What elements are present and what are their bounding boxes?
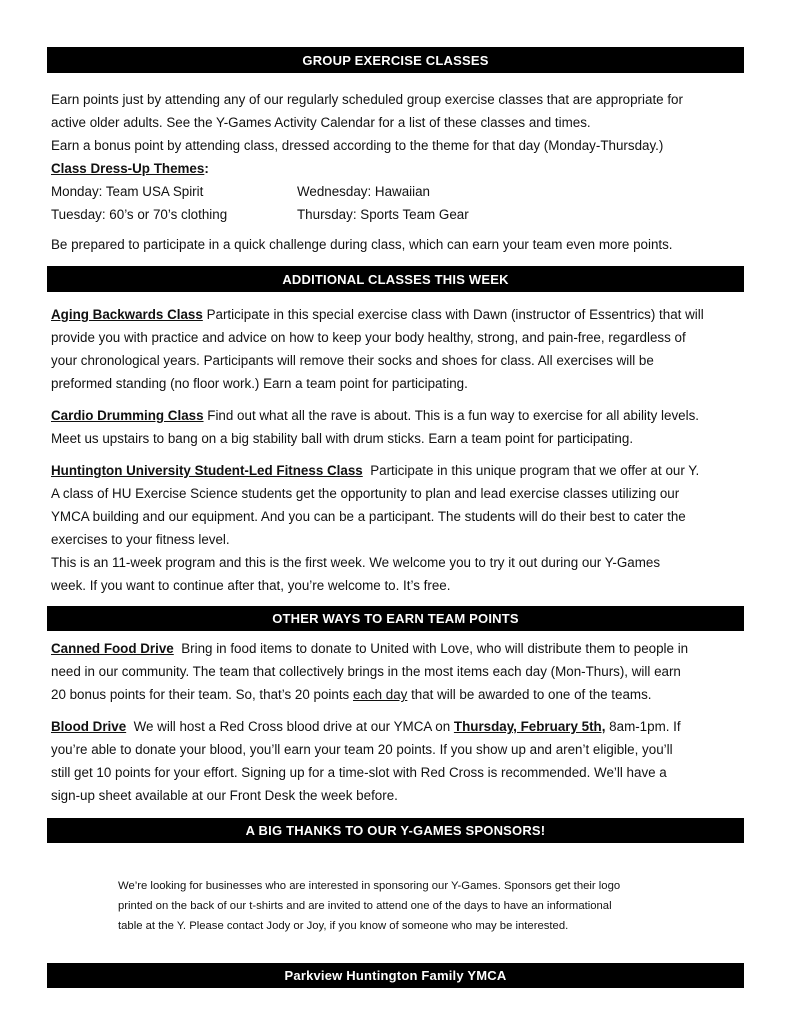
cardio-drumming-line: Cardio Drumming Class Find out what all the rave is about. This is a fun way to exercise for all ability levels. [51,408,700,423]
text-line: printed on the back of our t-shirts and are invited to attend one of the days to have an informational [118,900,612,912]
theme-wednesday: Wednesday: Hawaiian [297,184,430,199]
text-line: still get 10 points for your effort. Signing up for a time-slot with Red Cross is recommended. We’ll have a [51,765,667,780]
canned-food-label: Canned Food Drive [51,641,174,656]
theme-thursday: Thursday: Sports Team Gear [297,207,469,222]
section-title: GROUP EXERCISE CLASSES [302,52,489,68]
additional-classes-body [51,303,751,597]
text-line: need in our community. The team that collectively brings in the most items each day (Mon-Thurs), will earn [51,664,681,679]
text-line: Earn points just by attending any of our regularly scheduled group exercise classes that are appropriate for [51,92,683,107]
text-line: YMCA building and our equipment. And you can be a participant. The students will do their best to cater the [51,509,686,524]
section-title: A BIG THANKS TO OUR Y-GAMES SPONSORS! [245,823,546,838]
cardio-drumming-label: Cardio Drumming Class [51,408,204,423]
text-line: exercises to your fitness level. [51,532,230,547]
text-line: you’re able to donate your blood, you’ll earn your team 20 points. If you show up and aren’t eligible, you’ll [51,742,673,757]
text-line: Meet us upstairs to bang on a big stability ball with drum sticks. Earn a team point for participating. [51,431,634,446]
text-line: table at the Y. Please contact Jody or Joy, if you know of someone who may be interested. [118,920,569,932]
section-header-additional-classes [47,266,744,292]
sponsors-body [118,876,678,936]
blood-drive-date: Thursday, February 5th, [453,719,606,734]
group-exercise-body [51,88,751,256]
section-title: ADDITIONAL CLASSES THIS WEEK [282,271,509,287]
aging-backwards-label: Aging Backwards Class [51,307,203,322]
text-line: This is an 11-week program and this is the first week. We welcome you to try it out during our Y-Games [51,555,661,570]
text-line: preformed standing (no floor work.) Earn a team point for participating. [51,376,468,391]
each-day-emphasis: each day [352,687,408,702]
huntington-label: Huntington University Student-Led Fitness Class [51,463,363,478]
section-title: OTHER WAYS TO EARN TEAM POINTS [272,611,519,626]
other-ways-body [51,637,751,807]
text-line: Be prepared to participate in a quick challenge during class, which can earn your team even more points. [51,237,673,252]
text-line: provide you with practice and advice on how to keep your body healthy, strong, and pain-free, regardless of [51,330,686,345]
blood-drive-line: Blood Drive We will host a Red Cross blood drive at our YMCA on Thursday, February 5th, 8am-1pm. If [51,719,681,734]
footer-title: Parkview Huntington Family YMCA [284,968,507,983]
themes-row [51,180,751,203]
canned-food-line: Canned Food Drive Bring in food items to donate to United with Love, who will distribute them to people in [51,641,689,656]
text-line: A class of HU Exercise Science students get the opportunity to plan and lead exercise classes utilizing our [51,486,680,501]
section-header-group-exercise [47,47,744,73]
section-header-other-ways [47,606,744,631]
text-line: your chronological years. Participants will remove their socks and shoes for class. All exercises will be [51,353,654,368]
blood-drive-label: Blood Drive [51,719,127,734]
text-line: week. If you want to continue after that, you’re welcome to. It’s free. [51,578,451,593]
themes-heading: Class Dress-Up Themes: [51,161,209,176]
huntington-line: Huntington University Student-Led Fitness Class Participate in this unique program that we offer at our Y. [51,463,700,478]
text-line: 20 bonus points for their team. So, that’s 20 points each day that will be awarded to one of the teams. [51,687,652,702]
text-line: sign-up sheet available at our Front Desk the week before. [51,788,398,803]
theme-tuesday: Tuesday: 60’s or 70’s clothing [51,207,228,222]
text-line: active older adults. See the Y-Games Activity Calendar for a list of these classes and times. [51,115,591,130]
footer-bar [47,963,744,988]
theme-monday: Monday: Team USA Spirit [51,184,204,199]
aging-backwards-line: Aging Backwards Class Participate in this special exercise class with Dawn (instructor of Essentrics) that will [51,307,704,322]
section-header-sponsors [47,818,744,843]
text-line: Earn a bonus point by attending class, dressed according to the theme for that day (Monday-Thursday.) [51,138,664,153]
text-line: We’re looking for businesses who are interested in sponsoring our Y-Games. Sponsors get their logo [118,880,621,892]
themes-row [51,203,751,226]
